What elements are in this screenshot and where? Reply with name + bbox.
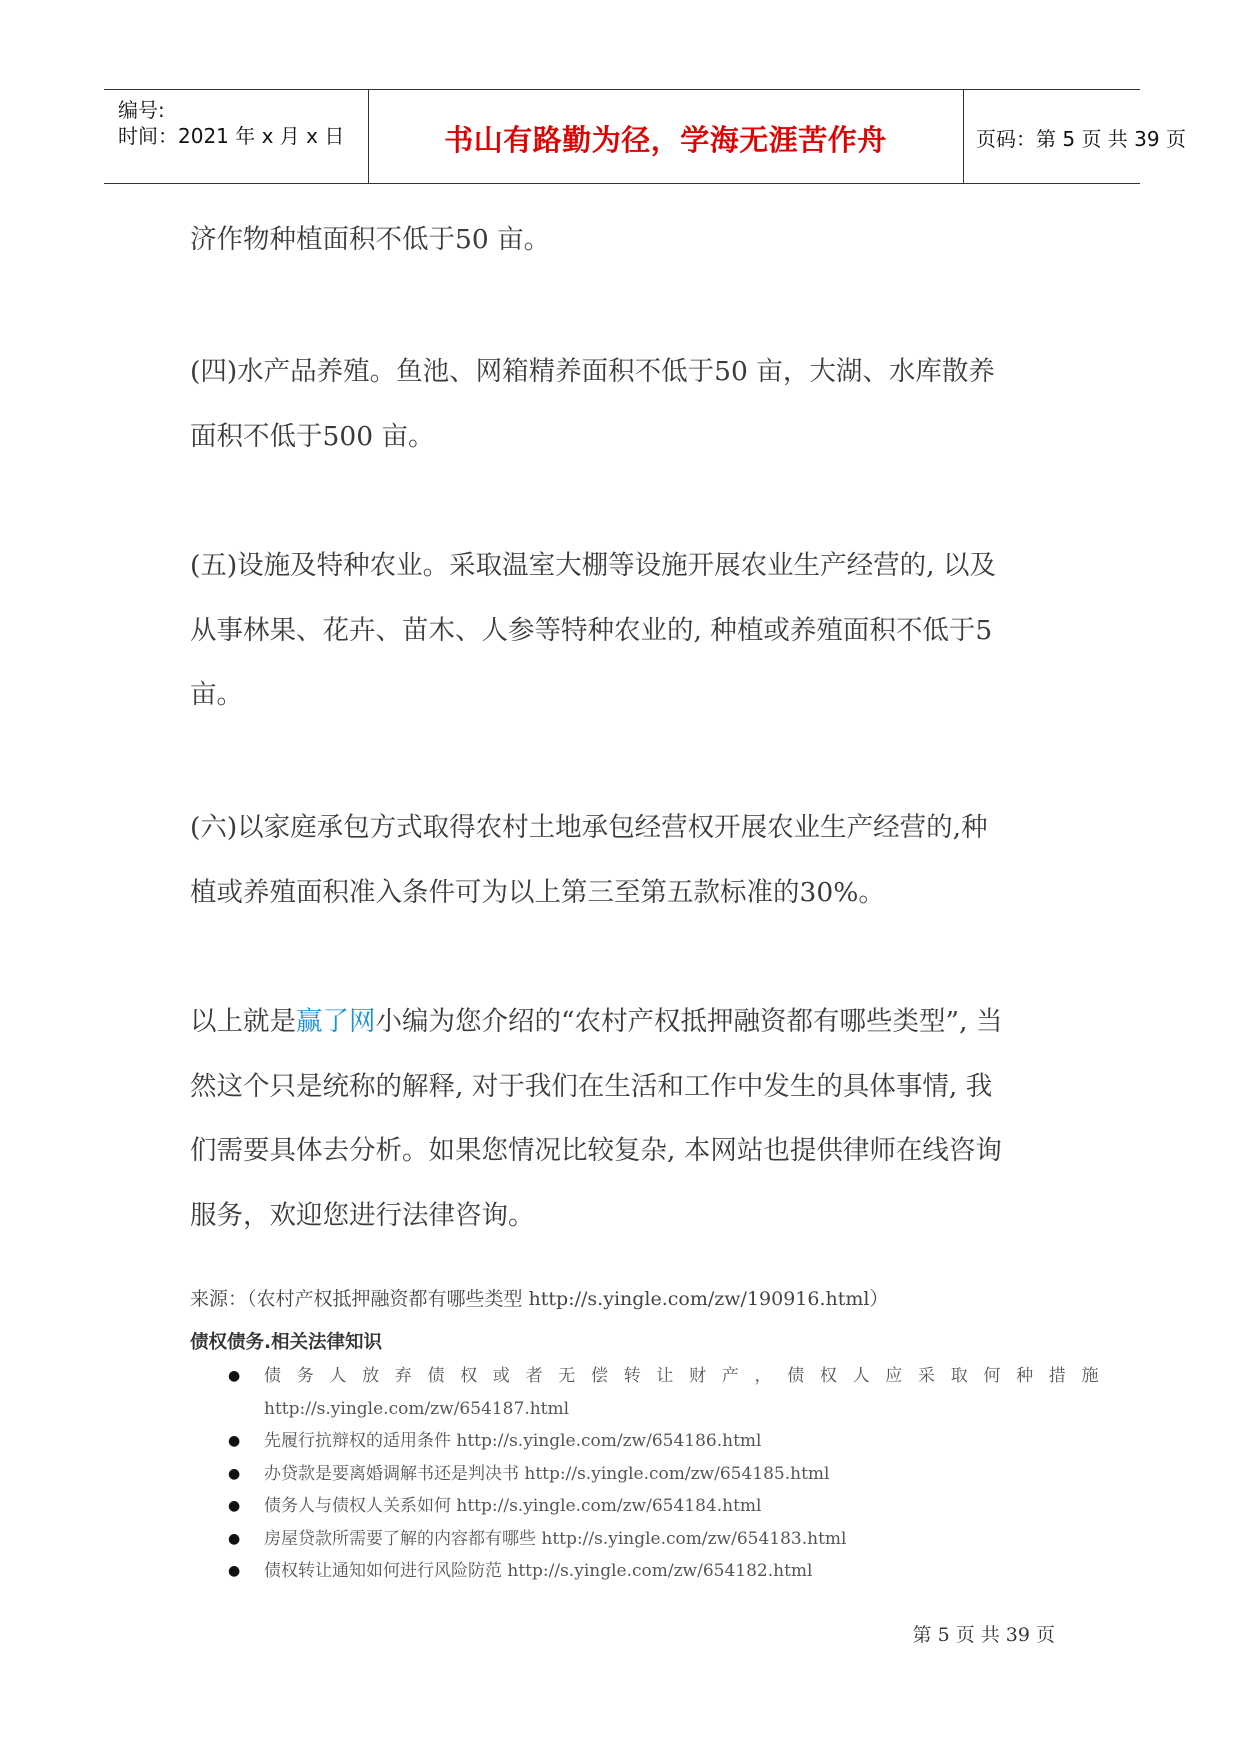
- bullet-icon: ●: [228, 1563, 241, 1579]
- related-item-title: 先履行抗辩权的适用条件: [264, 1431, 451, 1451]
- related-item-url[interactable]: http://s.yingle.com/zw/654186.html: [456, 1431, 762, 1451]
- text-line: 服务，欢迎您进行法律咨询。: [190, 1199, 535, 1231]
- related-item-title: 债务人放弃债权或者无偿转让财产，债权人应采取何种措施: [264, 1366, 1115, 1386]
- related-item-url[interactable]: http://s.yingle.com/zw/654184.html: [456, 1496, 762, 1516]
- page-footer-number: 第 5 页 共 39 页: [912, 1624, 1055, 1646]
- text-line: (五)设施及特种农业。采取温室大棚等设施开展农业生产经营的, 以及: [190, 550, 997, 581]
- list-item[interactable]: [226, 1490, 1056, 1523]
- text-line: 亩。: [190, 679, 243, 710]
- paragraph-household-contract: [190, 796, 1060, 925]
- header-right-cell: [963, 90, 1186, 183]
- text-line: 从事林果、花卉、苗木、人参等特种农业的, 种植或养殖面积不低于5: [190, 614, 993, 646]
- text-fragment: 小编为您介绍的“农村产权抵押融资都有哪些类型”, 当: [375, 1006, 1003, 1037]
- text-fragment: 以上就是: [190, 1006, 296, 1037]
- related-item-url[interactable]: http://s.yingle.com/zw/654182.html: [507, 1561, 813, 1581]
- document-date-label: 时间：2021 年 x 月 x 日: [118, 124, 345, 148]
- bullet-icon: ●: [228, 1368, 241, 1384]
- paragraph-facility-agriculture: [190, 534, 1060, 728]
- list-item[interactable]: [226, 1555, 1056, 1588]
- bullet-icon: ●: [228, 1498, 241, 1514]
- bullet-icon: ●: [228, 1433, 241, 1449]
- document-number-label: 编号:: [118, 98, 165, 122]
- site-link[interactable]: 赢了网: [296, 1006, 376, 1037]
- list-item[interactable]: [226, 1523, 1056, 1556]
- header-page-label: 页码：第 5 页 共 39 页: [976, 127, 1186, 151]
- text-line: 植或养殖面积准入条件可为以上第三至第五款标准的30%。: [190, 876, 885, 908]
- related-knowledge-list: [226, 1360, 1115, 1588]
- header-left-cell: [104, 90, 369, 183]
- text-line: 然这个只是统称的解释, 对于我们在生活和工作中发生的具体事情, 我: [190, 1070, 993, 1102]
- text-line: (四)水产品养殖。鱼池、网箱精养面积不低于50 亩，大湖、水库散养: [190, 356, 995, 387]
- header-middle-cell: [368, 90, 964, 183]
- text-line: [190, 990, 1060, 1055]
- source-citation: 来源：（农村产权抵押融资都有哪些类型 http://s.yingle.com/zw/190916.html）: [190, 1288, 889, 1310]
- text-line: 济作物种植面积不低于50 亩。: [190, 224, 551, 255]
- related-knowledge-title: 债权债务.相关法律知识: [190, 1332, 383, 1353]
- list-item[interactable]: [226, 1360, 1115, 1425]
- related-item-title: 办贷款是要离婚调解书还是判决书: [264, 1463, 519, 1484]
- text-line: 们需要具体去分析。如果您情况比较复杂, 本网站也提供律师在线咨询: [190, 1135, 1002, 1166]
- related-item-url[interactable]: http://s.yingle.com/zw/654187.html: [264, 1398, 570, 1419]
- paragraph-aquaculture: [190, 340, 1060, 469]
- related-item-url[interactable]: http://s.yingle.com/zw/654185.html: [524, 1463, 830, 1484]
- page-header: [104, 89, 1186, 184]
- bullet-icon: ●: [228, 1465, 241, 1482]
- list-item[interactable]: [226, 1425, 1056, 1458]
- related-item-title: 债务人与债权人关系如何: [264, 1496, 451, 1516]
- list-item[interactable]: [226, 1458, 1056, 1491]
- text-line: (六)以家庭承包方式取得农村土地承包经营权开展农业生产经营的,种: [190, 812, 988, 843]
- header-motto: 书山有路勤为径，学海无涯苦作舟: [444, 123, 887, 157]
- related-item-title: 债权转让通知如何进行风险防范: [264, 1561, 502, 1581]
- text-line: 面积不低于500 亩。: [190, 420, 435, 452]
- related-item-title: 房屋贷款所需要了解的内容都有哪些: [264, 1528, 536, 1549]
- related-item-url[interactable]: http://s.yingle.com/zw/654183.html: [541, 1528, 847, 1549]
- bullet-icon: ●: [228, 1530, 241, 1547]
- paragraph-conclusion: [190, 990, 1060, 1248]
- paragraph-crops: [190, 208, 1060, 273]
